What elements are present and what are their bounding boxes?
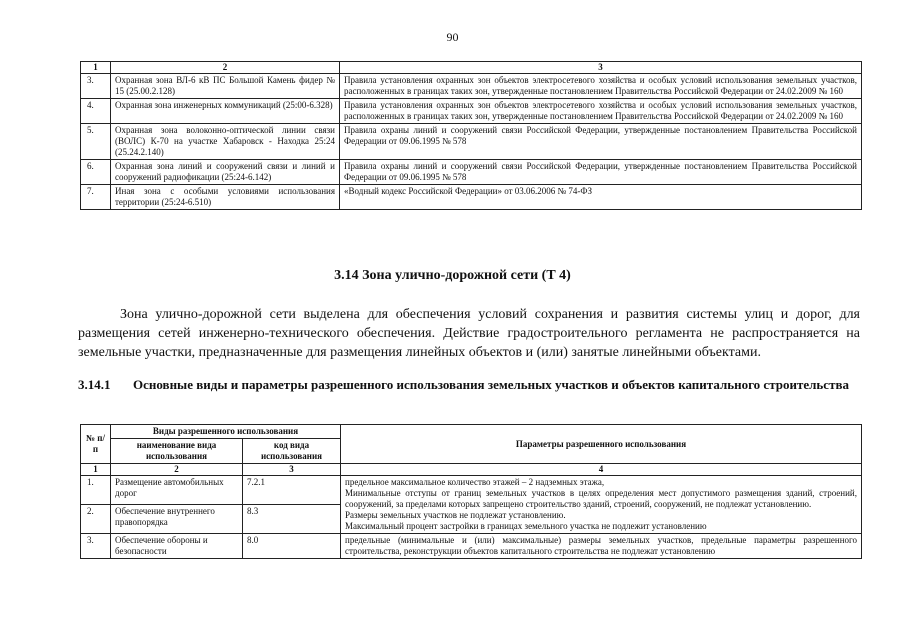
- zone-name: Охранная зона инженерных коммуникаций (25:00-6.328): [111, 99, 340, 124]
- subsection-heading: [78, 376, 860, 393]
- zone-name: Охранная зона ВЛ-6 кВ ПС Большой Камень фидер № 15 (25.00.2.128): [111, 74, 340, 99]
- row-number: 3.: [81, 534, 111, 559]
- header-use-code: код вида использования: [243, 439, 341, 464]
- table-header-row: [81, 425, 862, 439]
- column-number: 4: [341, 464, 862, 476]
- parameter-line: Минимальные отступы от границ земельных участков в целях определения мест допустимого размещения зданий, строений, сооружений, за пределами которых запрещено строительство зданий, строений, сооружений, не подлежат установлению.: [345, 488, 857, 509]
- column-number: 1: [81, 62, 111, 74]
- column-number: 1: [81, 464, 111, 476]
- column-numbers-row: [81, 464, 862, 476]
- header-parameters: Параметры разрешенного использования: [341, 425, 862, 464]
- use-code: 7.2.1: [243, 476, 341, 505]
- row-number: 3.: [81, 74, 111, 99]
- use-name: Размещение автомобильных дорог: [111, 476, 243, 505]
- parameter-line: предельное максимальное количество этажей – 2 надземных этажа,: [345, 477, 605, 487]
- table-row: [81, 534, 862, 559]
- row-number: 6.: [81, 160, 111, 185]
- parameter-line: Размеры земельных участков не подлежат установлению.: [345, 510, 566, 520]
- table-row: [81, 99, 862, 124]
- row-number: 4.: [81, 99, 111, 124]
- legal-basis: Правила установления охранных зон объектов электросетевого хозяйства и особых условий использования земельных участков, расположенных в границах таких зон, утвержденные постановлением Правительства Российской Федерации от 24.02.2009 № 160: [340, 99, 862, 124]
- table-row: [81, 476, 862, 505]
- use-name: Обеспечение внутреннего правопорядка: [111, 505, 243, 534]
- section-title: 3.14 Зона улично-дорожной сети (Т 4): [334, 268, 571, 283]
- column-number: 2: [111, 62, 340, 74]
- table-header-row: [81, 62, 862, 74]
- use-code: 8.0: [243, 534, 341, 559]
- row-number: 7.: [81, 185, 111, 210]
- use-code: 8.3: [243, 505, 341, 534]
- page-number: 90: [446, 30, 459, 44]
- row-number: 1.: [81, 476, 111, 505]
- zone-description-paragraph: Зона улично-дорожной сети выделена для обеспечения условий сохранения и развития системы улиц и дорог, для размещения сетей инженерно-технического обеспечения. Действие градостроительного регламента не распространяется на земельные участки, предназначенные для размещения линейных объектов и (или) занятые линейными объектами.: [78, 307, 860, 360]
- row-number: 2.: [81, 505, 111, 534]
- column-number: 3: [243, 464, 341, 476]
- table-row: [81, 185, 862, 210]
- table-row: [81, 74, 862, 99]
- legal-basis: «Водный кодекс Российской Федерации» от 03.06.2006 № 74-ФЗ: [340, 185, 862, 210]
- zone-name: Охранная зона линий и сооружений связи и линий и сооружений радиофикации (25:24-6.142): [111, 160, 340, 185]
- use-parameters: [341, 476, 862, 534]
- permitted-use-table: [80, 424, 862, 559]
- legal-basis: Правила охраны линий и сооружений связи Российской Федерации, утвержденные постановлением Правительства Российской Федерации от 09.06.1995 № 578: [340, 160, 862, 185]
- subsection-title: Основные виды и параметры разрешенного использования земельных участков и объектов капитального строительства: [133, 377, 849, 392]
- header-row-number: № п/п: [81, 425, 111, 464]
- parameter-line: Максимальный процент застройки в границах земельного участка не подлежит установлению: [345, 521, 707, 531]
- zone-name: Охранная зона волоконно-оптической линии связи (ВОЛС) К-70 на участке Хабаровск - Находка 25:24 (25.24.2.140): [111, 124, 340, 160]
- use-name: Обеспечение обороны и безопасности: [111, 534, 243, 559]
- table-row: [81, 160, 862, 185]
- use-parameters: предельные (минимальные и (или) максимальные) размеры земельных участков, предельные параметры разрешенного строительства, реконструкции объектов капитального строительства не подлежат установлению: [341, 534, 862, 559]
- header-use-types: Виды разрешенного использования: [111, 425, 341, 439]
- zone-name: Иная зона с особыми условиями использования территории (25:24-6.510): [111, 185, 340, 210]
- legal-basis: Правила охраны линий и сооружений связи Российской Федерации, утвержденные постановлением Правительства Российской Федерации от 09.06.1995 № 578: [340, 124, 862, 160]
- column-number: 2: [111, 464, 243, 476]
- header-use-name: наименование вида использования: [111, 439, 243, 464]
- row-number: 5.: [81, 124, 111, 160]
- subsection-number: 3.14.1: [78, 377, 111, 392]
- table-row: [81, 124, 862, 160]
- legal-basis: Правила установления охранных зон объектов электросетевого хозяйства и особых условий использования земельных участков, расположенных в границах таких зон, утвержденные постановлением Правительства Российской Федерации от 24.02.2009 № 160: [340, 74, 862, 99]
- column-number: 3: [340, 62, 862, 74]
- protection-zones-table: [80, 61, 862, 210]
